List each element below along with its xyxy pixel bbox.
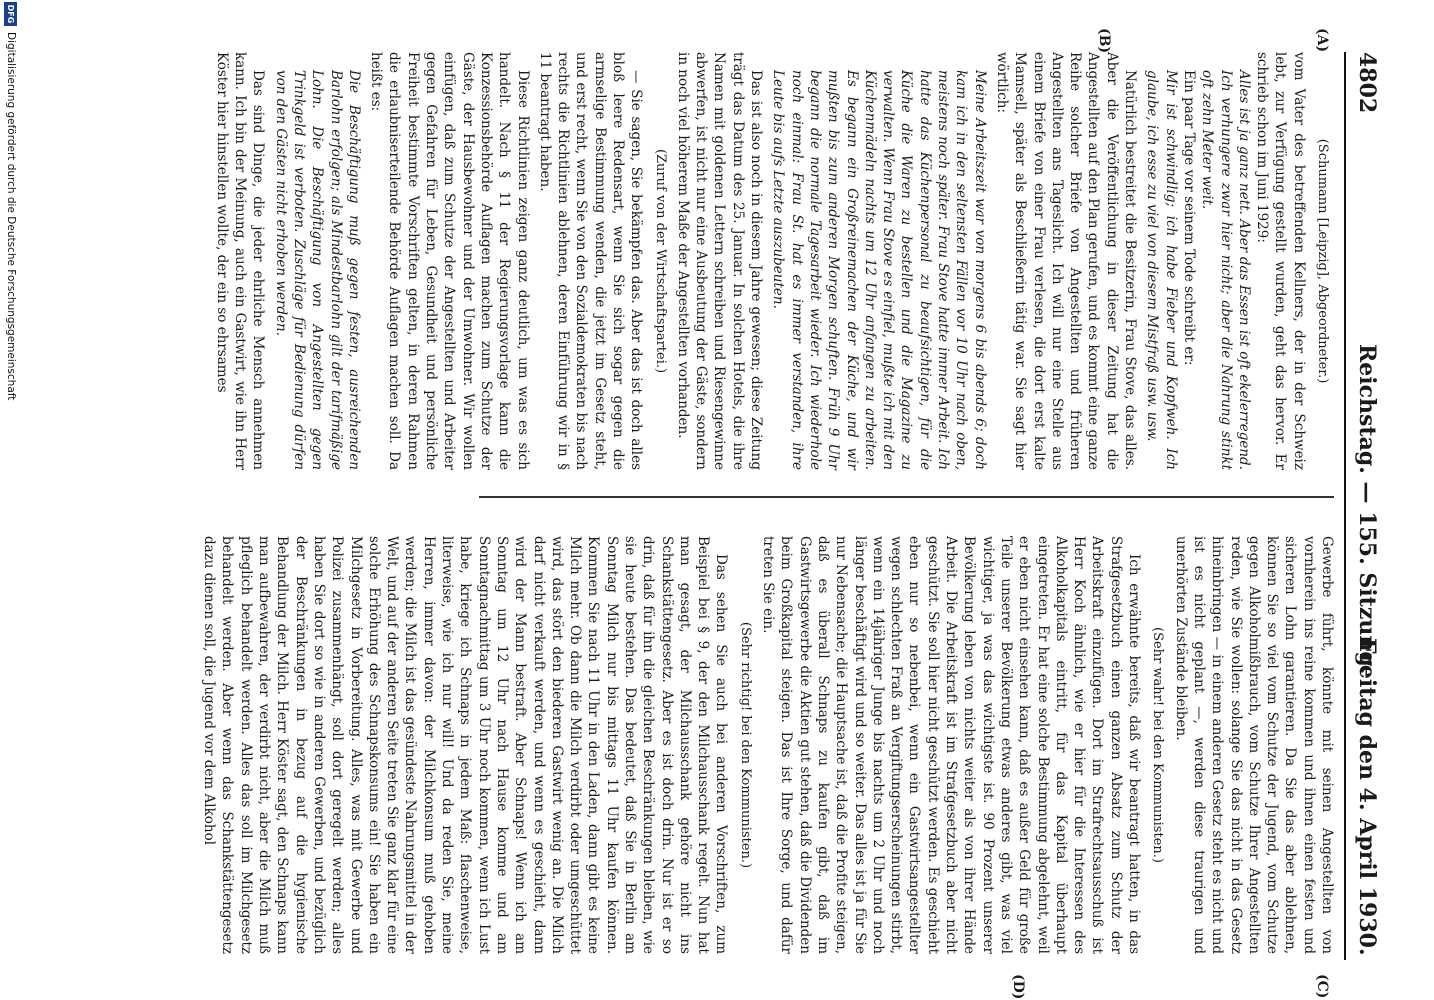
right-column: [200, 536, 1336, 954]
quotation: Alles ist ja ganz nett. Aber das Essen ist oft ekelerregend. Ich verhungere zwar hier nicht; aber die Nahrung stinkt oft zehn Meter weit.: [1199, 70, 1252, 470]
left-column: [212, 52, 1336, 470]
dfg-logo: DFG: [5, 2, 18, 26]
paragraph: vom Vater des betreffenden Kellners, der in der Schweiz lebt, zur Verfügung gestellt wurden, geht das hervor. Er schrieb schon im Juni 1929:: [1254, 52, 1307, 470]
quotation: Die Beschäftigung muß gegen festen, ausreichenden Barlohn erfolgen; als Mindestbarlohn gilt der tarifmäßige Lohn. Die Beschäftigung von Angestellten gegen Trinkgeld ist verboten. Zuschläge für Bedienung dürfen von den Gästen nicht erhoben werden.: [272, 70, 362, 470]
speaker-reference: (Schumann [Leipzig], Abgeordneter.): [1315, 138, 1330, 384]
paragraph: Das sehen Sie auch bei anderen Vorschriften, zum Beispiel bei § 9, der den Milchausschank regelt. Nun hat man gesagt, der Milchausschank gehöre nicht ins Schankstättengesetz. Aber es ist doch drin. Nur ist er so drin, daß für ihn die gleichen Beschränkungen bleiben, wie sie heute bestehen. Das bedeutet, daß Sie in Berlin am Sonntag Milch nur bis mittags 11 Uhr kaufen können. Kommen Sie nach 11 Uhr in den Laden, dann gibt es keine Milch mehr. Ob dann die Milch verdirbt oder umgeschüttet wird, das stört den biederen Gastwirt wenig an. Die Milch darf nicht verkauft werden, und wenn es geschieht, dann wird der Mann bestraft. Aber Schnaps! Wenn ich am Sonntag um 12 Uhr nach Hause komme und am Sonntagnachmittag um 3 Uhr noch kommen, wenn ich Lust habe, kriege ich Schnaps in jedem Maß: flaschenweise, literweise, wie ich nur will! Und da reden Sie, meine Herren, immer davon: der Milchkonsum muß gehoben werden; die Milch ist das gesündeste Nahrungsmittel in der Welt, und auf der anderen Seite treten Sie ganz klar für eine solche Erhöhung des Schnapskonsums ein! Sie haben ein Milchgesetz in Vorbereitung. Alles, was mit Gewerbe und Polizei zusammenhängt, soll dort geregelt werden; alles haben Sie dort so wie in anderen Gewerben, und bezüglich der Beschränkungen in bezug auf die hygienische Behandlung der Milch. Herr Köster sagt, den Schnaps kann man aufbewahren, der verdirbt nicht, aber die Milch muß pfleglich behandelt werden. Alles das soll im Milchgesetz behandelt werden. Aber wenn das Schankstättengesetz dazu dienen soll, die Jugend vor dem Alkohol: [201, 536, 730, 954]
margin-marker-d: (D): [1010, 974, 1026, 1000]
paragraph: Das sind Dinge, die jeder ehrliche Mensch annehmen kann. Ich bin der Meinung, auch ein Gastwirt, wie ihn Herr Köster hier hinstellen wollte, der ein so ehrsames: [213, 52, 267, 470]
interjection: (Zuruf von der Wirtschaftspartei.): [652, 148, 668, 374]
header-right-date: Freitag den 4. April 1930.: [1354, 638, 1380, 956]
paragraph: Ich erwähnte bereits, daß wir beantragt hatten, in das Strafgesetzbuch einen ganzen Absatz zum Schutz der Arbeitskraft einzufügen. Dort im Strafrechtsausschuß ist Herr Koch ähnlich, wie er hier für die Interessen des Alkoholkapitals eintritt, für das Kapital überhaupt eingetreten. Er hat eine solche Bestimmung abgelehnt, weil er eben nicht einsehen kann, daß es außer Geld für große Teile unserer Bevölkerung etwas anderes gibt, was viel wichtiger, ja was das wichtigste ist. 90 Prozent unserer Bevölkerung leben von nichts weiter als von ihrer Hände Arbeit. Die Arbeitskraft ist im Strafgesetzbuch aber nicht geschützt. Sie soll hier nicht geschützt werden. Es geschieht eben nur so nebenbei, wenn ein Gastwirtsangestellter wegen schlechten Fraß an Vergiftungserscheinungen stirbt, wenn ein 14jähriger Junge bis nachts um 2 Uhr und noch länger beschäftigt wird und so weiter. Das alles ist ja für Sie nur Nebensache; die Hauptsache ist, daß die Profite steigen, daß es überall Schnaps zu kaufen gibt, daß im Gastwirtsgewerbe die Aktien gut stehen, daß die Dividenden beim Großkapital steigen. Das ist Ihre Sorge, und dafür treten Sie ein.: [760, 536, 1143, 954]
margin-marker-b: (B): [1096, 28, 1112, 54]
quotation: Meine Arbeitszeit war von morgens 6 bis abends 6; doch kam ich in den seltensten Fällen vor 10 Uhr nach oben, meistens noch später. Frau Stove hatte immer Arbeit. Ich hatte das Küchenpersonal zu beaufsichtigen, für die Küche die Waren zu bestellen und die Magazine zu verwalten. Wenn Frau Stove es einfiel, mußte ich mit den Küchenmädeln nachts um 12 Uhr anfangen zu arbeiten. Es begann ein Großreinemachen der Küche, und wir mußten bis zum anderen Morgen schuften. Früh 9 Uhr begann die normale Tagesarbeit wieder. Ich wiederhole noch einmal: Frau St. hat es immer verstanden, ihre Leute bis aufs Letzte auszubeuten.: [770, 70, 988, 470]
margin-marker-c: (C): [1314, 974, 1330, 999]
page-header: [1344, 52, 1380, 960]
page-number: 4802: [1354, 52, 1380, 114]
quotation: Mir ist schwindlig; ich habe Fieber und Kopfweh. Ich glaube, ich esse zu viel von diesem Mistfraß usw. usw.: [1144, 70, 1179, 470]
paragraph: Natürlich bestreitet die Besitzerin, Frau Stove, das alles. Aber die Veröffentlichung in dieser Zeitung hat die Angestellten auf den Plan gerufen, und es kommt eine ganze Reihe solcher Briefe von Angestellten und früheren Angestellten ans Tageslicht. Ich will nur eine Stelle aus einem Briefe von einer Frau verlesen, die dort erst kalte Mamsell, später als Beschließerin tätig war. Sie sagt hier wörtlich:: [993, 52, 1139, 470]
paragraph: Das ist also noch in diesem Jahre gewesen; diese Zeitung trägt das Datum des 25. Januar. In solchen Hotels, die ihre Namen mit goldenen Lettern schreiben und Riesengewinne abwerfen, ist nicht nur eine Ausbeutung der Gäste, sondern in noch viel höherem Maße der Angestellten vorhanden.: [674, 52, 765, 470]
paragraph: — Sie sagen, Sie bekämpfen das. Aber das ist doch alles bloß leere Redensart, wenn Sie sich sogar gegen die armselige Bestimmung wenden, die jetzt im Gesetz steht, und erst recht, wenn Sie von den Sozialdemokraten bis nach rechts die Richtlinien ablehnen, deren Einführung wir in § 11 beantragt haben.: [536, 52, 645, 470]
paragraph: Ein paar Tage vor seinem Tode schreibt er:: [1180, 70, 1197, 366]
footer: [2, 0, 20, 1000]
column-divider: [479, 496, 1334, 498]
header-left-title: Reichstag. — 155. Sitzung.: [1354, 344, 1380, 675]
paragraph: Gewerbe führt, könnte mit seinen Angestellten von vornherein ins reine kommen und ihnen einen festen und sicheren Lohn garantieren. Da Sie das aber ablehnen, können Sie so viel vom Schutze der Jugend, vom Schutze gegen Alkoholmißbrauch, vom Schutze Ihrer Angestellten reden, wie Sie wollen: solange Sie das nicht in das Gesetz hineinbringen — in einem anderen Gesetz steht es nicht und ist es nicht geplant —, werden diese traurigen und unerhörten Zustände bleiben.: [1172, 536, 1335, 954]
margin-marker-a: (A): [1314, 28, 1330, 53]
footer-credit: Digitalisierung gefördert durch die Deutsche Forschungsgemeinschaft: [5, 32, 17, 401]
interjection: (Sehr richtig! bei den Kommunisten.): [737, 621, 753, 869]
paragraph: Diese Richtlinien zeigen ganz deutlich, um was es sich handelt. Nach § 11 der Regierungsvorlage kann die Konzessionsbehörde Auflagen machen zum Schutze der Gäste, der Hausbewohner und der Umwohner. Wir wollen einfügen, daß zum Schutze der Angestellten und Arbeiter gegen Gefahren für Leben, Gesundheit und persönliche Freiheit bestimmte Vorschriften gelten, in deren Rahmen die erlaubniserteilende Behörde Auflagen machen soll. Da heißt es:: [368, 52, 531, 470]
interjection: (Sehr wahr! bei den Kommunisten.): [1150, 627, 1166, 863]
